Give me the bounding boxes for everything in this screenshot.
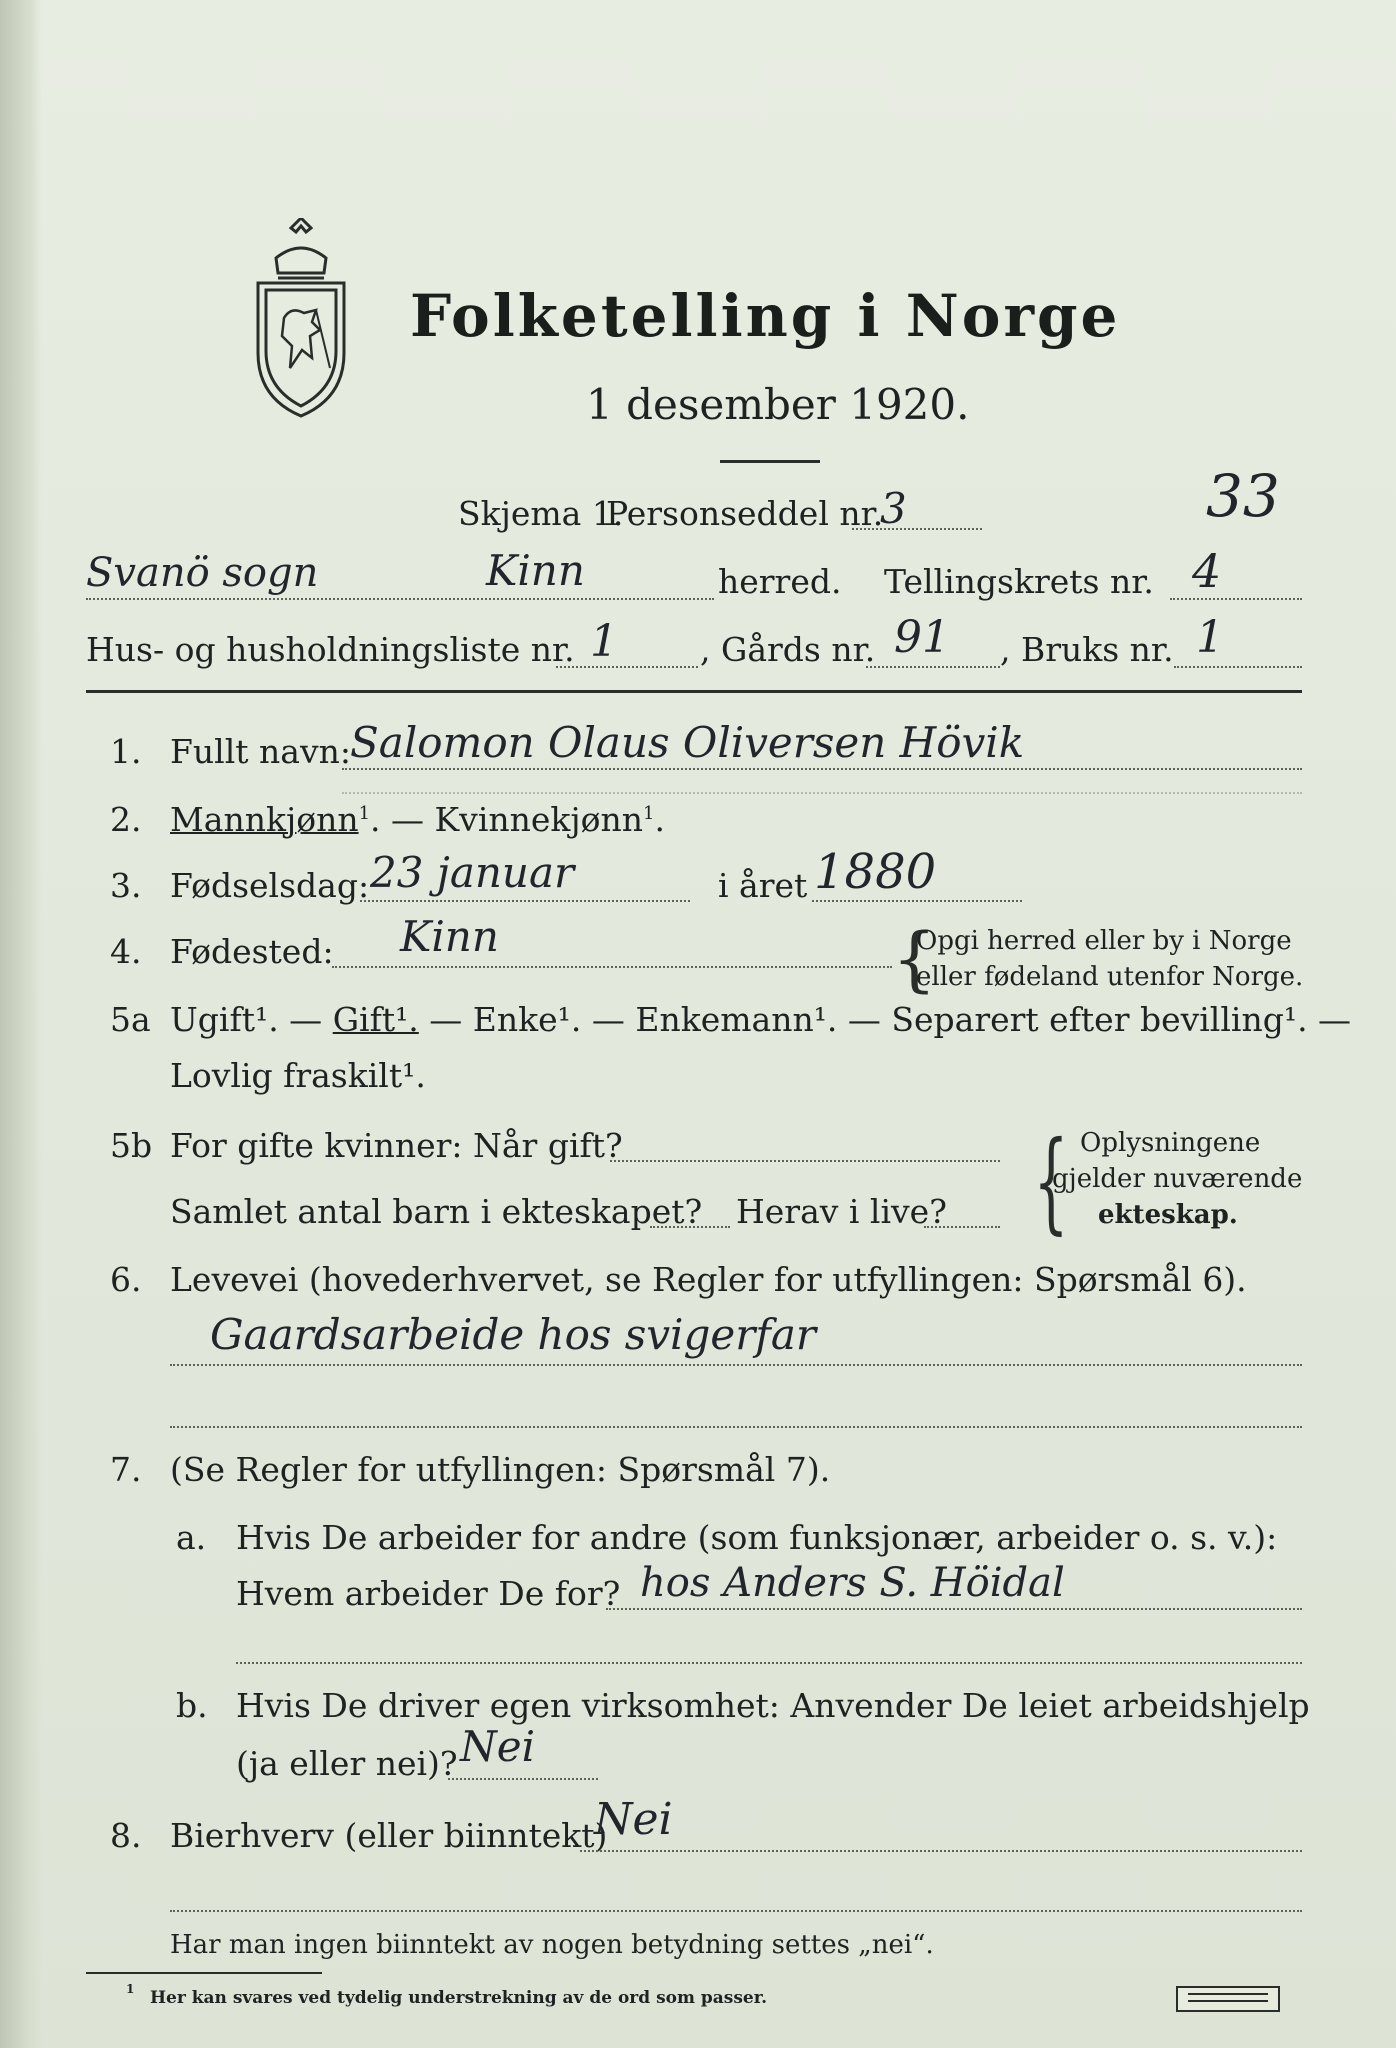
q8-number: 8. [110,1816,142,1855]
q7b-label: (ja eller nei)? [236,1744,458,1783]
footnote-text: Her kan svares ved tydelig understrekning av de ord som passer. [150,1988,768,2008]
q5b-alive-label: Herav i live? [736,1192,947,1231]
q4-note-line1: Opgi herred eller by i Norge [916,926,1292,956]
q2-separator: — [391,800,425,839]
q5b-note-line3: ekteskap. [1098,1200,1238,1230]
q6-line-1 [170,1364,1302,1366]
census-date: 1 desember 1920. [586,380,970,429]
coat-of-arms-icon [246,218,356,418]
q1-full-name-value: Salomon Olaus Oliversen Hövik [350,718,1025,767]
q7a-letter: a. [176,1518,207,1557]
stamp-line-2 [1188,2000,1268,2002]
q7a-label: Hvem arbeider De for? [236,1574,621,1613]
q2-dot-2: . [654,800,665,839]
q8-field-line [580,1850,1302,1852]
hus-value: 1 [590,616,618,667]
herred-value: Kinn [486,546,585,595]
gards-label: , Gårds nr. [700,630,876,669]
q5b-children-label: Samlet antal barn i ekteskapet? [170,1192,703,1231]
q2-options [170,800,665,839]
q3-number: 3. [110,866,142,905]
q7-number: 7. [110,1450,142,1489]
q2-male-sup: 1 [358,803,371,824]
q7a-employer-value: hos Anders S. Höidal [640,1560,1065,1606]
personseddel-value: 3 [880,484,907,533]
tellingskrets-label: Tellingskrets nr. [884,562,1154,601]
q3-year-label: i året [718,866,808,905]
q5b-note-line2: gjelder nuværende [1052,1164,1303,1194]
q5b-married-label: For gifte kvinner: Når gift? [170,1126,623,1165]
title-divider [720,460,820,463]
biinntekt-note: Har man ingen biinntekt av nogen betydning settes „nei“. [170,1930,934,1960]
gards-value: 91 [894,612,950,663]
q5b-married-line [610,1160,1000,1162]
q5a-ugift: Ugift¹. — [170,1000,323,1039]
scan-edge [0,0,42,2048]
footnote-rule [86,1972,322,1974]
bruks-field-line [1174,666,1302,668]
q5a-fraskilt: Lovlig fraskilt¹. [170,1056,426,1095]
personseddel-label: Personseddel nr. [606,494,884,533]
q5b-brace: { [1033,1117,1069,1245]
gards-field-line [866,666,1000,668]
printer-stamp-icon [1176,1986,1280,2012]
q1-number: 1. [110,732,142,771]
q4-field-line [332,966,892,968]
stamp-line-1 [1188,1993,1268,1995]
q2-number: 2. [110,800,142,839]
q2-female-option: Kvinnekjønn [434,800,644,839]
q7b-text: Hvis De driver egen virksomhet: Anvender De leiet arbeidshjelp [236,1686,1310,1725]
q2-male-option: Mannkjønn [170,800,359,839]
herred-label: herred. [718,562,842,601]
q4-note-line2: eller fødeland utenfor Norge. [916,962,1304,992]
sogn-value: Svanö sogn [86,550,319,596]
q5b-number: 5b [110,1126,153,1165]
q2-female-sup: 1 [643,803,655,824]
q1-field-line [342,768,1302,770]
q5a-options [170,1000,1351,1039]
bruks-value: 1 [1196,612,1224,663]
q3-label: Fødselsdag: [170,866,370,905]
q7a-text: Hvis De arbeider for andre (som funksjonær, arbeider o. s. v.): [236,1518,1278,1557]
hus-field-line [556,666,698,668]
page-title: Folketelling i Norge [410,282,1121,350]
q4-birthplace-value: Kinn [400,912,499,961]
q1-second-line [342,792,1302,794]
q8-line-2 [170,1910,1302,1912]
q3-field-line [360,900,690,902]
q7a-field-line [606,1608,1302,1610]
q5b-alive-line [924,1226,1000,1228]
q5a-gift-selected: Gift¹. [332,1000,419,1039]
q3-year-value: 1880 [814,844,937,900]
q7b-field-line [448,1778,598,1780]
tellingskrets-field-line [1170,598,1302,600]
q5b-note-line1: Oplysningene [1080,1128,1261,1158]
q1-label: Fullt navn: [170,732,351,771]
q6-number: 6. [110,1260,142,1299]
q6-line-2 [170,1426,1302,1428]
bruks-label: , Bruks nr. [1000,630,1174,669]
q7a-line-2 [236,1662,1302,1664]
q6-occupation-value: Gaardsarbeide hos svigerfar [210,1310,816,1359]
q6-label: Levevei (hovederhvervet, se Regler for utfyllingen: Spørsmål 6). [170,1260,1247,1299]
q3-year-line [812,900,1022,902]
q7b-value: Nei [460,1722,536,1771]
footnote-mark: 1 [126,1982,135,1996]
q8-label: Bierhverv (eller biinntekt) [170,1816,608,1855]
q5a-number: 5a [110,1000,151,1039]
margin-number: 33 [1206,462,1280,530]
q8-value: Nei [594,1794,673,1845]
q5b-children-line [650,1226,730,1228]
hus-label: Hus- og husholdningsliste nr. [86,630,575,669]
q7-label: (Se Regler for utfyllingen: Spørsmål 7). [170,1450,831,1489]
q3-birthday-value: 23 januar [370,848,575,897]
q4-number: 4. [110,932,142,971]
q7b-letter: b. [176,1686,208,1725]
q2-dot-1: . [370,800,381,839]
q4-brace: { [892,918,937,1000]
skjema-label: Skjema 1. [458,494,624,533]
personseddel-field-line [852,528,982,530]
tellingskrets-value: 4 [1192,544,1222,598]
herred-field-line [86,598,714,600]
q5a-other-options: — Enke¹. — Enkemann¹. — Separert efter bevilling¹. — [429,1000,1352,1039]
header-rule [86,690,1302,693]
q4-label: Fødested: [170,932,334,971]
